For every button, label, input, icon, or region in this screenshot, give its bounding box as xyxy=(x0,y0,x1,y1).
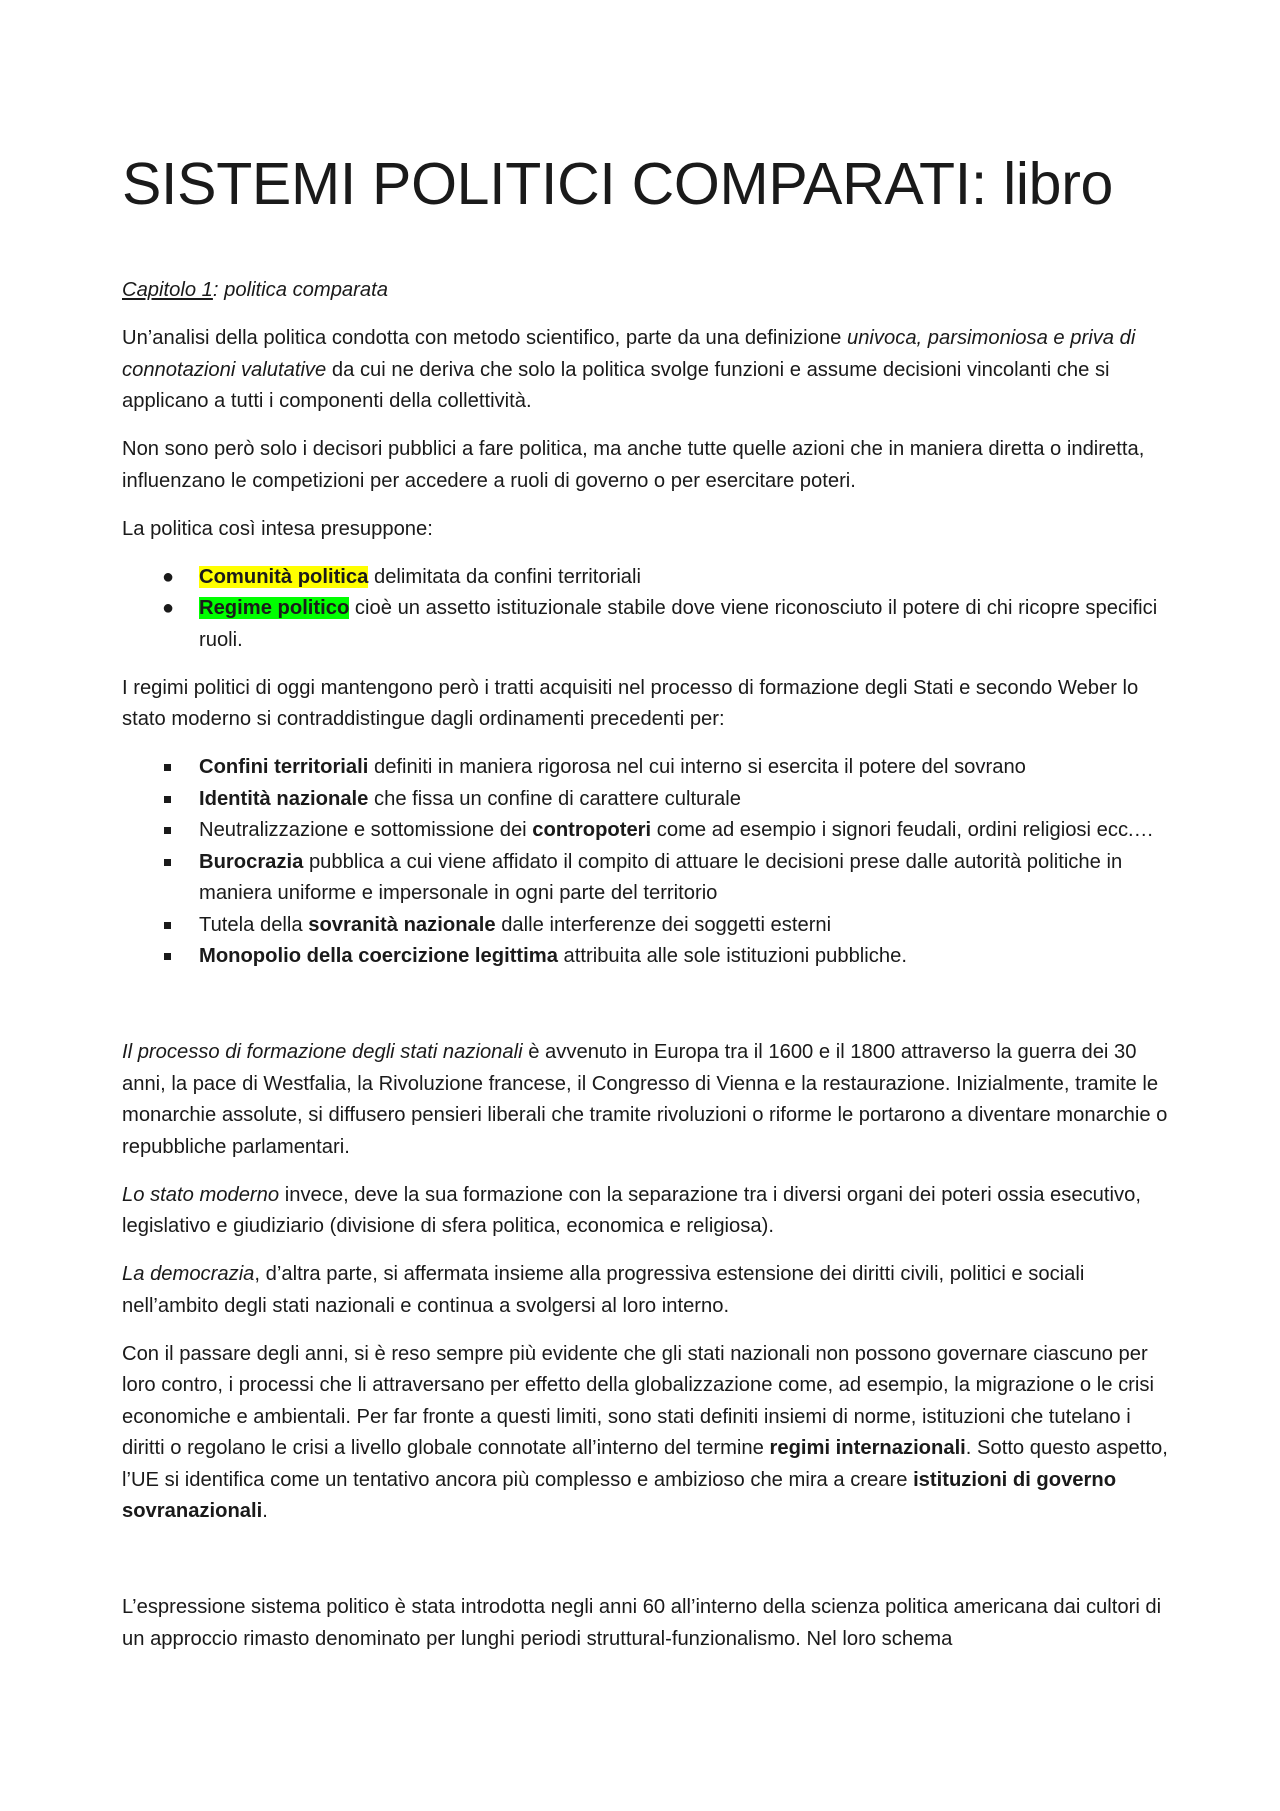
list-item-text: come ad esempio i signori feudali, ordini religiosi ecc.… xyxy=(651,819,1154,841)
chapter-label: Capitolo 1 xyxy=(122,279,213,301)
list-item-bold: sovranità nazionale xyxy=(308,913,496,936)
list-item xyxy=(122,752,1172,784)
highlighted-term: Comunità politica xyxy=(199,565,369,588)
list-item xyxy=(122,815,1172,847)
paragraph-italic: Il processo di formazione degli stati nazionali xyxy=(122,1041,523,1063)
paragraph-regimi-internazionali xyxy=(122,1339,1172,1528)
paragraph-text: . xyxy=(262,1500,268,1522)
list-item-text: Tutela della xyxy=(199,913,309,936)
paragraph-bold: regimi internazionali xyxy=(769,1437,966,1459)
bullet-list-stato-moderno xyxy=(122,752,1172,973)
bullet-list-presupposti xyxy=(122,562,1172,657)
paragraph-decisori: Non sono però solo i decisori pubblici a fare politica, ma anche tutte quelle azioni che in maniera diretta o indiretta, influenzano le competizioni per accedere a ruoli di governo o per esercitare poteri. xyxy=(122,438,1145,492)
blank-line xyxy=(122,1544,1172,1592)
paragraph-bold: istituzioni di governo sovranazionali xyxy=(122,1468,1117,1522)
document-body xyxy=(122,275,1172,1672)
list-item-text: pubblica a cui viene affidato il compito di attuare le decisioni prese dalle autorità politiche in maniera uniforme e impersonale in ogni parte del territorio xyxy=(199,850,1123,904)
list-item-text: che fissa un confine di carattere culturale xyxy=(368,787,741,810)
paragraph-italic: Lo stato moderno xyxy=(122,1183,280,1206)
list-item-bold: Confini territoriali xyxy=(199,756,369,778)
bullet-square-icon xyxy=(164,796,171,803)
paragraph-text: Un’analisi della politica condotta con metodo scientifico, parte da una definizione xyxy=(122,327,847,349)
paragraph-democrazia xyxy=(122,1259,1172,1322)
list-item xyxy=(122,593,1172,656)
paragraph-stato-moderno xyxy=(122,1180,1172,1243)
list-item xyxy=(122,784,1172,816)
chapter-subtitle: : politica comparata xyxy=(212,279,388,301)
list-item-text: definiti in maniera rigorosa nel cui interno si esercita il potere del sovrano xyxy=(368,756,1026,778)
paragraph-text: Con il passare degli anni, si è reso sempre più evidente che gli stati nazionali non possono governare ciascuno per loro contro, i processi che li attraversano per effetto della globalizzazione come, ad esempio, la migrazione o le crisi economiche e ambientali. Per far fronte a questi limiti, sono stati definiti insiemi di norme, istituzioni che tutelano i diritti o regolano le crisi a livello globale connotate all’interno del termine xyxy=(122,1342,1154,1459)
highlighted-term: Regime politico xyxy=(199,597,350,619)
paragraph-text: invece, deve la sua formazione con la separazione tra i diversi organi dei poteri ossia esecutivo, legislativo e giudiziario (divisione di sfera politica, economica e religiosa). xyxy=(122,1183,1141,1237)
list-item xyxy=(122,562,1172,594)
list-item xyxy=(122,941,1172,973)
paragraph-stati-nazionali xyxy=(122,1037,1172,1163)
bullet-square-icon xyxy=(164,859,171,866)
paragraph-italic: univoca, parsimoniosa e priva di connotazioni valutative xyxy=(122,327,1136,381)
paragraph-weber: I regimi politici di oggi mantengono però i tratti acquisiti nel processo di formazione degli Stati e secondo Weber lo stato moderno si contraddistingue dagli ordinamenti precedenti per: xyxy=(122,676,1139,730)
paragraph-text: da cui ne deriva che solo la politica svolge funzioni e assume decisioni vincolanti che si applicano a tutti i componenti della collettività. xyxy=(122,358,1110,412)
blank-line xyxy=(122,989,1172,1037)
list-item xyxy=(122,847,1172,910)
list-item-bold: Burocrazia xyxy=(199,850,304,873)
chapter-heading xyxy=(122,275,1172,307)
paragraph-text: , d’altra parte, si affermata insieme alla progressiva estensione dei diritti civili, politici e sociali nell’ambito degli stati nazionali e continua a svolgersi al loro interno. xyxy=(122,1263,1085,1317)
paragraph-text: è avvenuto in Europa tra il 1600 e il 1800 attraverso la guerra dei 30 anni, la pace di Westfalia, la Rivoluzione francese, il Congresso di Vienna e la restaurazione. Inizialmente, tramite le monarchie assolute, si diffusero pensieri liberali che tramite rivoluzioni o riforme le portarono a diventare monarchie o repubbliche parlamentari. xyxy=(122,1041,1168,1158)
bullet-square-icon xyxy=(164,953,171,960)
list-item-bold: contropoteri xyxy=(532,819,652,841)
list-item-bold: Identità nazionale xyxy=(199,787,369,810)
paragraph-italic: La democrazia xyxy=(122,1263,255,1285)
bullet-dot-icon: ● xyxy=(162,597,175,619)
document-title: SISTEMI POLITICI COMPARATI: libro xyxy=(122,151,1114,217)
list-item-text: dalle interferenze dei soggetti esterni xyxy=(495,913,832,936)
list-item-text: attribuita alle sole istituzioni pubbliche. xyxy=(557,945,907,967)
bullet-dot-icon: ● xyxy=(162,565,175,588)
paragraph-text: . Sotto questo aspetto, l’UE si identifica come un tentativo ancora più complesso e ambizioso che mira a creare xyxy=(122,1437,1168,1491)
list-item-text: cioè un assetto istituzionale stabile dove viene riconosciuto il potere di chi ricopre specifici ruoli. xyxy=(199,597,1158,651)
bullet-square-icon xyxy=(164,922,171,929)
list-item-bold: Monopolio della coercizione legittima xyxy=(199,945,558,967)
list-item-text: delimitata da confini territoriali xyxy=(368,565,642,588)
paragraph-definition xyxy=(122,323,1172,418)
list-item xyxy=(122,910,1172,942)
paragraph-sistema-politico: L’espressione sistema politico è stata introdotta negli anni 60 all’interno della scienza politica americana dai cultori di un approccio rimasto denominato per lunghi periodi struttural-funzionalismo. Nel loro schema xyxy=(122,1596,1162,1650)
list-item-text: Neutralizzazione e sottomissione dei xyxy=(199,819,533,841)
paragraph-presuppone: La politica così intesa presuppone: xyxy=(122,517,433,540)
bullet-square-icon xyxy=(164,827,171,834)
bullet-square-icon xyxy=(164,764,171,771)
